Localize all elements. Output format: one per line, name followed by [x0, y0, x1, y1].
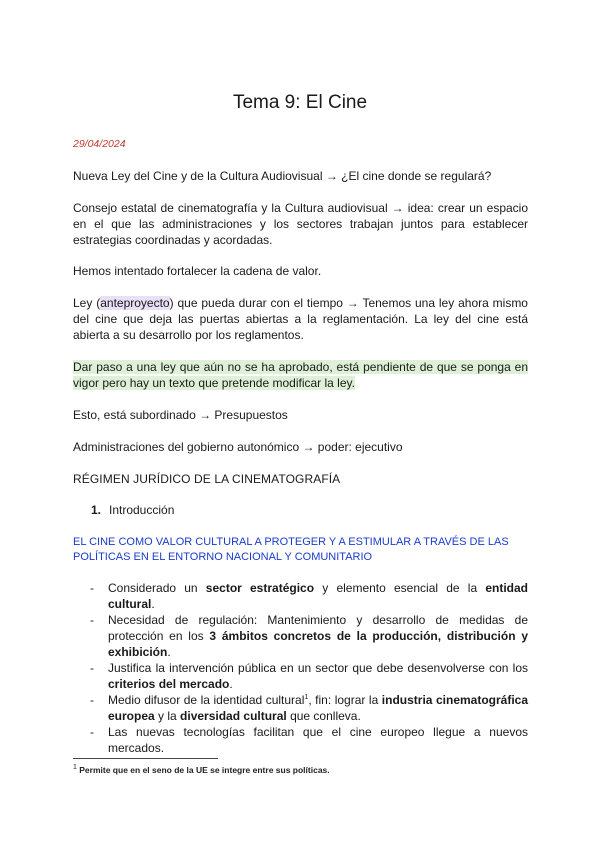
- date-label: 29/04/2024: [73, 138, 126, 150]
- list-item: - Las nuevas tecnologías facilitan que el cine europeo llegue a nuevos mercados.: [73, 724, 528, 756]
- footnote-divider: [73, 758, 218, 759]
- section-heading: RÉGIMEN JURÍDICO DE LA CINEMATOGRAFÍA: [73, 472, 341, 486]
- bullet-list: [73, 580, 528, 756]
- page-title: Tema 9: El Cine: [232, 92, 368, 113]
- paragraph-highlighted: [73, 359, 528, 391]
- highlight-dar-paso: Dar paso a una ley que aún no se ha aprobado, está pendiente de que se ponga en vigor pero hay un texto que pretende modificar la ley.: [73, 360, 528, 390]
- footnote-text: Permite que en el seno de la UE se integre entre sus políticas.: [76, 765, 330, 775]
- footnote: [73, 765, 330, 775]
- footnote-ref[interactable]: 1: [304, 694, 309, 701]
- numbered-item-introduccion: [91, 503, 174, 517]
- paragraph-administraciones: Administraciones del gobierno autonómico → poder: ejecutivo: [73, 440, 403, 454]
- paragraph-subordinado: Esto, está subordinado → Presupuestos: [73, 408, 288, 422]
- list-item: - Considerado un sector estratégico y elemento esencial de la entidad cultural.: [73, 580, 528, 612]
- highlight-anteproyecto: anteproyecto: [100, 296, 170, 310]
- list-item: - Necesidad de regulación: Mantenimiento y desarrollo de medidas de protección en los 3 ámbitos concretos de la producción, distribución y exhibición.: [73, 612, 528, 660]
- paragraph-consejo-estatal: Consejo estatal de cinematografía y la Cultura audiovisual → idea: crear un espacio en el que las administraciones y los sectores trabajan juntos para establecer estrategias coordinadas y acordadas.: [73, 201, 528, 247]
- numbered-item-label: Introducción: [109, 503, 175, 517]
- list-item: - Medio difusor de la identidad cultural$^1$, fin: lograr la industria cinematográfica europea y la diversidad cultural que conlleva.: [73, 692, 528, 724]
- footnote-mark: 1: [73, 764, 77, 772]
- numbered-item-number: 1.: [91, 503, 102, 517]
- paragraph-cadena-valor: Hemos intentado fortalecer la cadena de valor.: [73, 264, 322, 278]
- paragraph-ley-cine: Nueva Ley del Cine y de la Cultura Audiovisual → ¿El cine donde se regulará?: [73, 169, 492, 183]
- paragraph-anteproyecto: Ley (anteproyecto) que pueda durar con el tiempo → Tenemos una ley ahora mismo del cine que deja las puertas abiertas a la reglamentación. La ley del cine está abierta a su desarrollo por los reglamentos.: [73, 296, 528, 342]
- blue-subheading: EL CINE COMO VALOR CULTURAL A PROTEGER Y A ESTIMULAR A TRAVÉS DE LAS POLÍTICAS EN EL ENTORNO NACIONAL Y COMUNITARIO: [73, 536, 509, 563]
- list-item: - Justifica la intervención pública en un sector que debe desenvolverse con los criterios del mercado.: [73, 660, 528, 692]
